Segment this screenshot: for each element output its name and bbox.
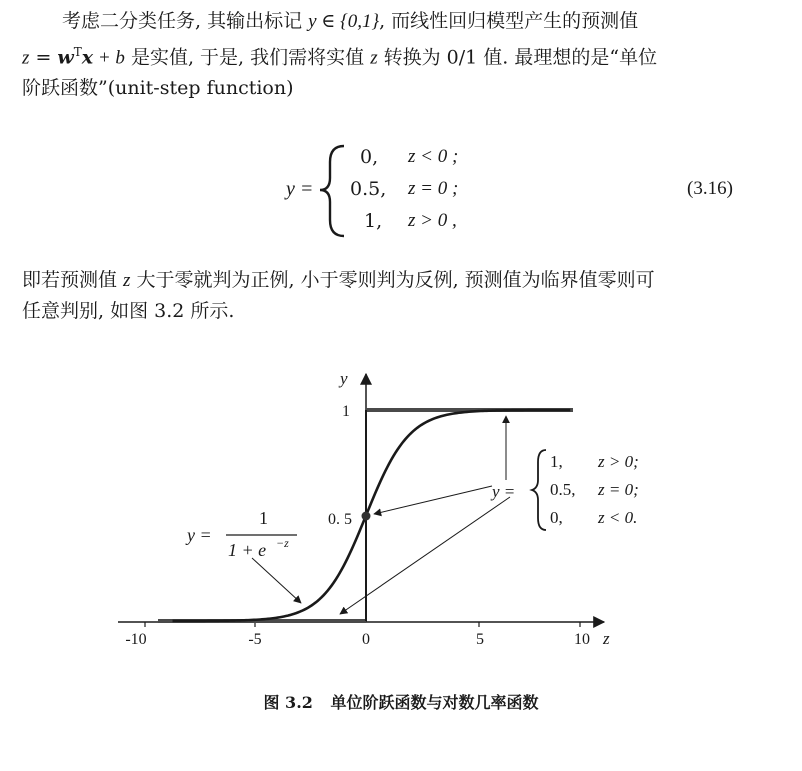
sigmoid-formula: [185, 508, 297, 560]
y-tick-label-1: 1: [342, 403, 350, 420]
step-case-cond-0: z > 0;: [598, 452, 639, 471]
explanation-line-1: 即若预测值 z 大于零就判为正例, 小于零则判为反例, 预测值为临界值零则可: [22, 269, 655, 291]
sigmoid-formula-lhs: y =: [187, 525, 212, 545]
equation-case-value-1: 0.5,: [350, 178, 387, 200]
equation-number: (3.16): [687, 178, 733, 199]
explanation-line-2: 任意判别, 如图 3.2 所示.: [22, 300, 235, 322]
step-case-cond-2: z < 0.: [598, 508, 638, 527]
equation-case-cond-1: z = 0 ;: [408, 178, 459, 199]
x-tick-label-10: 10: [574, 631, 590, 648]
arrow-to-sigmoid: [252, 558, 301, 603]
figure-caption: [0, 690, 802, 713]
equation-case-value-0: 0,: [360, 146, 379, 168]
step-case-value-2: 0,: [550, 508, 563, 527]
step-formula-lhs: y =: [492, 482, 516, 501]
x-tick-label--10: -10: [125, 631, 147, 648]
intro-line-1: 考虑二分类任务, 其输出标记 y ∈ {0,1}, 而线性回归模型产生的预测值: [62, 10, 639, 32]
equation-case-cond-2: z > 0 ,: [408, 210, 457, 231]
y-tick-label-half: 0. 5: [328, 511, 352, 528]
sigmoid-formula-exponent: −z: [276, 536, 289, 550]
step-case-value-0: 1,: [550, 452, 563, 471]
arrow-to-half-point: [374, 486, 492, 514]
sigmoid-formula-numerator: 1: [259, 508, 268, 528]
intro-line-3: 阶跃函数”(unit-step function): [22, 77, 294, 100]
equation-brace: [320, 146, 344, 236]
x-tick-label--5: -5: [248, 631, 262, 648]
step-formula: [490, 450, 639, 530]
x-tick-label-5: 5: [476, 631, 484, 648]
step-case-value-1: 0.5,: [550, 480, 576, 499]
intro-line-2: $z = w^Tx + b$ 是实值, 于是, 我们需将实值 z 转换为 0/1 值. 最理想的是“单位: [22, 45, 658, 69]
caption-text: 单位阶跃函数与对数几率函数: [330, 693, 539, 712]
x-axis-label: z: [603, 629, 610, 648]
caption-label: 图 3.2: [263, 693, 313, 712]
step-case-cond-1: z = 0;: [598, 480, 639, 499]
equation-case-cond-0: z < 0 ;: [408, 146, 459, 167]
half-point: [362, 512, 371, 521]
equation-lhs: y =: [286, 178, 314, 200]
equation-case-value-2: 1,: [364, 210, 383, 232]
x-tick-label-0: 0: [362, 631, 370, 648]
step-formula-brace: [532, 450, 546, 530]
sigmoid-formula-denominator: 1 + e: [228, 540, 267, 560]
y-axis-label: y: [340, 369, 348, 388]
sigmoid-curve: [173, 410, 571, 621]
